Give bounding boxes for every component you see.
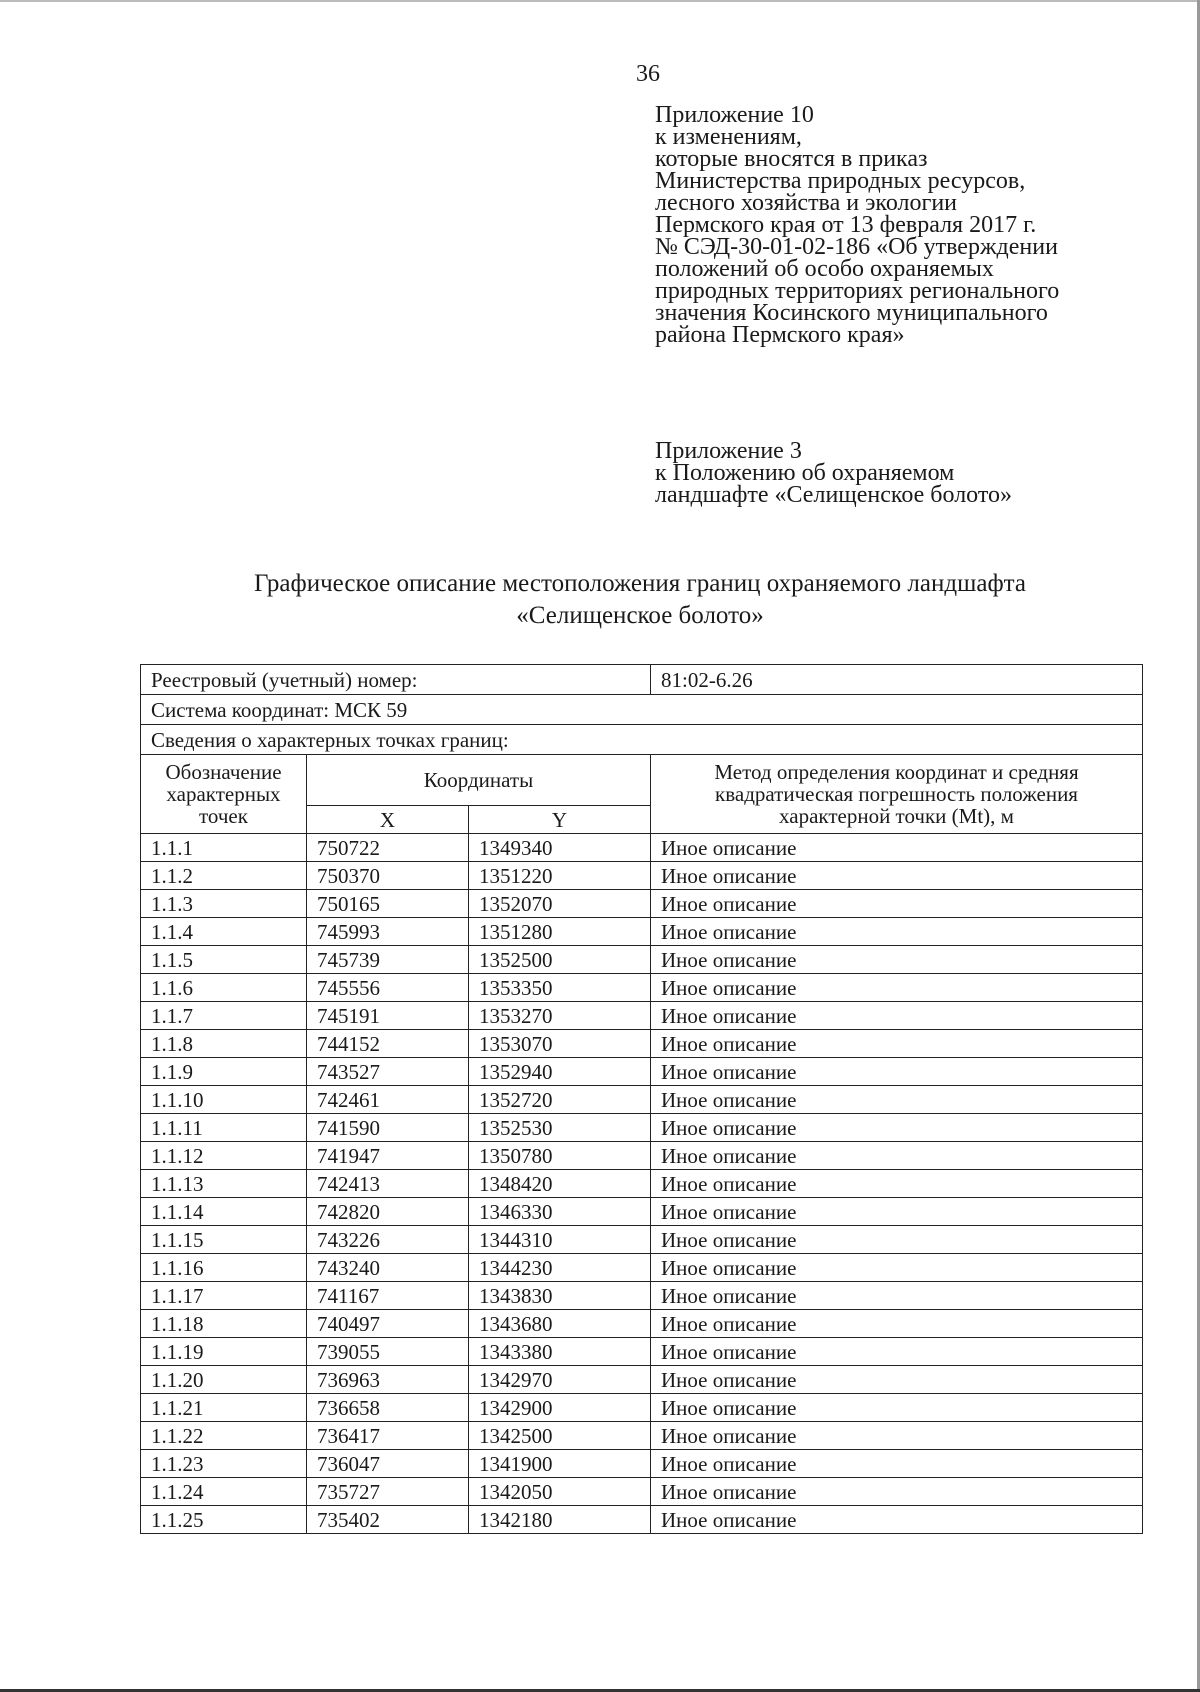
table-row: [141, 1114, 1143, 1142]
point-cell: 1.1.9: [141, 1058, 307, 1086]
appendix-10-line: значения Косинского муниципального: [655, 300, 1048, 326]
col-y-header: Y: [469, 806, 651, 834]
method-cell: Иное описание: [651, 1310, 1143, 1338]
y-cell: 1353350: [469, 974, 651, 1002]
point-cell: 1.1.2: [141, 862, 307, 890]
x-cell: 741167: [307, 1282, 469, 1310]
x-cell: 735727: [307, 1478, 469, 1506]
document-title: [140, 568, 1140, 632]
point-cell: 1.1.10: [141, 1086, 307, 1114]
appendix-10-line: Пермского края от 13 февраля 2017 г.: [655, 212, 1037, 238]
method-cell: Иное описание: [651, 890, 1143, 918]
table-row: [141, 1142, 1143, 1170]
table-row: [141, 1422, 1143, 1450]
table-row: [141, 1506, 1143, 1534]
y-cell: 1342180: [469, 1506, 651, 1534]
method-cell: Иное описание: [651, 1142, 1143, 1170]
y-cell: 1343680: [469, 1310, 651, 1338]
y-cell: 1352070: [469, 890, 651, 918]
point-cell: 1.1.16: [141, 1254, 307, 1282]
method-cell: Иное описание: [651, 1422, 1143, 1450]
x-cell: 741947: [307, 1142, 469, 1170]
method-cell: Иное описание: [651, 1478, 1143, 1506]
y-cell: 1346330: [469, 1198, 651, 1226]
method-cell: Иное описание: [651, 1254, 1143, 1282]
method-cell: Иное описание: [651, 1366, 1143, 1394]
x-cell: 743226: [307, 1226, 469, 1254]
method-cell: Иное описание: [651, 1394, 1143, 1422]
appendix-10-line: которые вносятся в приказ: [655, 146, 928, 172]
method-cell: Иное описание: [651, 1030, 1143, 1058]
point-cell: 1.1.4: [141, 918, 307, 946]
point-cell: 1.1.7: [141, 1002, 307, 1030]
y-cell: 1343380: [469, 1338, 651, 1366]
table-row: [141, 1198, 1143, 1226]
appendix-10-block: [655, 104, 1059, 346]
point-cell: 1.1.11: [141, 1114, 307, 1142]
point-cell: 1.1.23: [141, 1450, 307, 1478]
x-cell: 743527: [307, 1058, 469, 1086]
appendix-10-line: природных территориях регионального: [655, 278, 1060, 304]
method-cell: Иное описание: [651, 918, 1143, 946]
point-cell: 1.1.15: [141, 1226, 307, 1254]
y-cell: 1352530: [469, 1114, 651, 1142]
col-method-header: Метод определения координат и средняя квадратическая погрешность положения характерной точки (Mt), м: [651, 755, 1143, 834]
points-info: Сведения о характерных точках границ:: [141, 725, 1143, 755]
point-cell: 1.1.17: [141, 1282, 307, 1310]
x-cell: 736963: [307, 1366, 469, 1394]
method-cell: Иное описание: [651, 1338, 1143, 1366]
method-cell: Иное описание: [651, 974, 1143, 1002]
scan-edge-top: [0, 0, 1200, 2]
col-coords-header: Координаты: [307, 755, 651, 806]
table-row: [141, 1478, 1143, 1506]
table-row: [141, 918, 1143, 946]
x-cell: 750165: [307, 890, 469, 918]
appendix-3-line: ландшафте «Селищенское болото»: [655, 482, 1013, 508]
point-cell: 1.1.25: [141, 1506, 307, 1534]
method-cell: Иное описание: [651, 1170, 1143, 1198]
y-cell: 1349340: [469, 834, 651, 862]
point-cell: 1.1.13: [141, 1170, 307, 1198]
y-cell: 1342970: [469, 1366, 651, 1394]
x-cell: 745191: [307, 1002, 469, 1030]
method-cell: Иное описание: [651, 1002, 1143, 1030]
table-row: [141, 1170, 1143, 1198]
document-title-line: «Селищенское болото»: [516, 602, 764, 629]
table-row: [141, 1030, 1143, 1058]
x-cell: 750370: [307, 862, 469, 890]
point-cell: 1.1.3: [141, 890, 307, 918]
point-cell: 1.1.6: [141, 974, 307, 1002]
x-cell: 742820: [307, 1198, 469, 1226]
points-info-row: [141, 725, 1143, 755]
x-cell: 736658: [307, 1394, 469, 1422]
coord-system-row: [141, 695, 1143, 725]
table-row: [141, 1310, 1143, 1338]
x-cell: 743240: [307, 1254, 469, 1282]
x-cell: 750722: [307, 834, 469, 862]
y-cell: 1341900: [469, 1450, 651, 1478]
point-cell: 1.1.24: [141, 1478, 307, 1506]
table-row: [141, 1394, 1143, 1422]
column-header-row: [141, 755, 1143, 806]
x-cell: 735402: [307, 1506, 469, 1534]
page-number: 36: [636, 61, 660, 87]
method-cell: Иное описание: [651, 1198, 1143, 1226]
document-title-line: Графическое описание местоположения границ охраняемого ландшафта: [254, 570, 1026, 597]
table-row: [141, 1002, 1143, 1030]
appendix-10-line: Министерства природных ресурсов,: [655, 168, 1026, 194]
x-cell: 745739: [307, 946, 469, 974]
method-cell: Иное описание: [651, 1114, 1143, 1142]
y-cell: 1352500: [469, 946, 651, 974]
point-cell: 1.1.21: [141, 1394, 307, 1422]
point-cell: 1.1.5: [141, 946, 307, 974]
method-cell: Иное описание: [651, 862, 1143, 890]
method-cell: Иное описание: [651, 1058, 1143, 1086]
appendix-10-line: положений об особо охраняемых: [655, 256, 994, 282]
x-cell: 742461: [307, 1086, 469, 1114]
y-cell: 1342500: [469, 1422, 651, 1450]
y-cell: 1351280: [469, 918, 651, 946]
table-row: [141, 1086, 1143, 1114]
appendix-10-line: района Пермского края»: [655, 322, 905, 348]
x-cell: 742413: [307, 1170, 469, 1198]
y-cell: 1342900: [469, 1394, 651, 1422]
boundary-points-table: [140, 664, 1143, 1534]
y-cell: 1350780: [469, 1142, 651, 1170]
y-cell: 1353270: [469, 1002, 651, 1030]
x-cell: 736047: [307, 1450, 469, 1478]
table-row: [141, 1366, 1143, 1394]
point-cell: 1.1.19: [141, 1338, 307, 1366]
point-cell: 1.1.14: [141, 1198, 307, 1226]
y-cell: 1344310: [469, 1226, 651, 1254]
table-row: [141, 974, 1143, 1002]
col-point-header: Обозначение характерных точек: [141, 755, 307, 834]
y-cell: 1352720: [469, 1086, 651, 1114]
x-cell: 736417: [307, 1422, 469, 1450]
col-x-header: X: [307, 806, 469, 834]
point-cell: 1.1.8: [141, 1030, 307, 1058]
table-row: [141, 1254, 1143, 1282]
x-cell: 739055: [307, 1338, 469, 1366]
registry-label: Реестровый (учетный) номер:: [141, 665, 651, 695]
table-row: [141, 1226, 1143, 1254]
y-cell: 1353070: [469, 1030, 651, 1058]
y-cell: 1343830: [469, 1282, 651, 1310]
table-row: [141, 1058, 1143, 1086]
coord-system: Система координат: МСК 59: [141, 695, 1143, 725]
x-cell: 744152: [307, 1030, 469, 1058]
x-cell: 745556: [307, 974, 469, 1002]
appendix-3-line: Приложение 3: [655, 438, 802, 464]
table-row: [141, 1450, 1143, 1478]
method-cell: Иное описание: [651, 1450, 1143, 1478]
y-cell: 1348420: [469, 1170, 651, 1198]
registry-row: [141, 665, 1143, 695]
point-cell: 1.1.22: [141, 1422, 307, 1450]
point-cell: 1.1.18: [141, 1310, 307, 1338]
table-row: [141, 1282, 1143, 1310]
table-row: [141, 834, 1143, 862]
point-cell: 1.1.1: [141, 834, 307, 862]
registry-value: 81:02-6.26: [651, 665, 1143, 695]
appendix-10-line: лесного хозяйства и экологии: [655, 190, 958, 216]
y-cell: 1344230: [469, 1254, 651, 1282]
method-cell: Иное описание: [651, 1226, 1143, 1254]
y-cell: 1352940: [469, 1058, 651, 1086]
method-cell: Иное описание: [651, 946, 1143, 974]
appendix-10-line: к изменениям,: [655, 124, 802, 150]
x-cell: 740497: [307, 1310, 469, 1338]
appendix-10-line: Приложение 10: [655, 102, 814, 128]
appendix-3-block: [655, 440, 1012, 506]
x-cell: 741590: [307, 1114, 469, 1142]
point-cell: 1.1.12: [141, 1142, 307, 1170]
method-cell: Иное описание: [651, 1086, 1143, 1114]
y-cell: 1342050: [469, 1478, 651, 1506]
method-cell: Иное описание: [651, 834, 1143, 862]
x-cell: 745993: [307, 918, 469, 946]
table-row: [141, 890, 1143, 918]
appendix-3-line: к Положению об охраняемом: [655, 460, 955, 486]
table-row: [141, 1338, 1143, 1366]
method-cell: Иное описание: [651, 1282, 1143, 1310]
method-cell: Иное описание: [651, 1506, 1143, 1534]
y-cell: 1351220: [469, 862, 651, 890]
point-cell: 1.1.20: [141, 1366, 307, 1394]
table-row: [141, 946, 1143, 974]
appendix-10-line: № СЭД-30-01-02-186 «Об утверждении: [655, 234, 1058, 260]
table-row: [141, 862, 1143, 890]
